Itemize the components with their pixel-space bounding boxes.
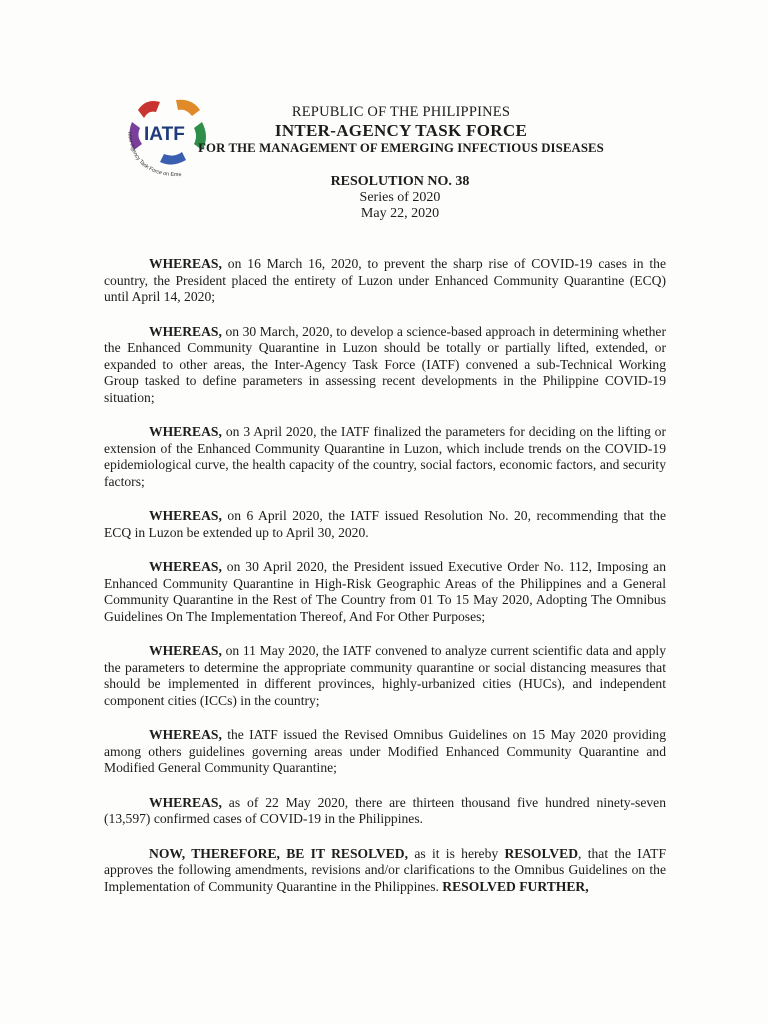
logo-text: IATF bbox=[144, 124, 185, 145]
resolution-series: Series of 2020 bbox=[359, 190, 441, 205]
logo-ring-text: Inter-Agency Task Force on Eme bbox=[126, 131, 182, 179]
resolution-date: May 22, 2020 bbox=[360, 206, 440, 221]
document-header bbox=[198, 104, 604, 156]
resolution-block bbox=[250, 174, 550, 222]
whereas-paragraph: WHEREAS, on 30 March, 2020, to develop a science-based approach in determining whether the Enhanced Community Quarantine in Luzon should be totally or partially lifted, extended, or expanded to other areas, the Inter-Agency Task Force (IATF) convened a sub-Technical Working Group tasked to define parameters in assessing recent developments in the Philippine COVID-19 situation; bbox=[104, 323, 666, 405]
document-body bbox=[104, 256, 666, 913]
whereas-paragraph: WHEREAS, on 3 April 2020, the IATF finalized the parameters for deciding on the lifting or extension of the Enhanced Community Quarantine in Luzon, which include trends on the COVID-19 epidemiological curve, the health capacity of the country, social factors, economic factors, and security factors; bbox=[104, 424, 666, 489]
whereas-paragraph: WHEREAS, on 11 May 2020, the IATF convened to analyze current scientific data and apply the parameters to determine the appropriate community quarantine or social distancing measures that should be implemented in different provinces, highly-urbanized cities (HUCs), and independent component cities (ICCs) in the country; bbox=[104, 643, 666, 708]
whereas-paragraph: WHEREAS, on 6 April 2020, the IATF issued Resolution No. 20, recommending that the ECQ in Luzon be extended up to April 30, 2020. bbox=[104, 508, 666, 540]
whereas-paragraph: WHEREAS, on 30 April 2020, the President issued Executive Order No. 112, Imposing an Enhanced Community Quarantine in High-Risk Geographic Areas of the Philippines and a General Community Quarantine in the Rest of The Country from 01 To 15 May 2020, Adopting The Omnibus Guidelines On The Implementation Thereof, And For Other Purposes; bbox=[104, 559, 666, 624]
whereas-paragraph: WHEREAS, on 16 March 16, 2020, to prevent the sharp rise of COVID-19 cases in the country, the President placed the entirety of Luzon under Enhanced Community Quarantine (ECQ) until April 14, 2020; bbox=[104, 256, 666, 304]
whereas-paragraph: WHEREAS, the IATF issued the Revised Omnibus Guidelines on 15 May 2020 providing among others guidelines governing areas under Modified Enhanced Community Quarantine and Modified General Community Quarantine; bbox=[104, 727, 666, 775]
agency-line: INTER-AGENCY TASK FORCE bbox=[274, 121, 528, 140]
resolved-paragraph: NOW, THEREFORE, BE IT RESOLVED, as it is hereby RESOLVED, that the IATF approves the following amendments, revisions and/or clarifications to the Omnibus Guidelines on the Implementation of Community Quarantine in the Philippines. RESOLVED FURTHER, bbox=[104, 845, 667, 894]
republic-line: REPUBLIC OF THE PHILIPPINES bbox=[291, 104, 511, 120]
purpose-line: FOR THE MANAGEMENT OF EMERGING INFECTIOUS DISEASES bbox=[198, 141, 604, 155]
whereas-paragraph: WHEREAS, as of 22 May 2020, there are thirteen thousand five hundred ninety-seven (13,597) confirmed cases of COVID-19 in the Philippines. bbox=[104, 794, 666, 826]
resolution-number: RESOLUTION NO. 38 bbox=[330, 174, 470, 189]
